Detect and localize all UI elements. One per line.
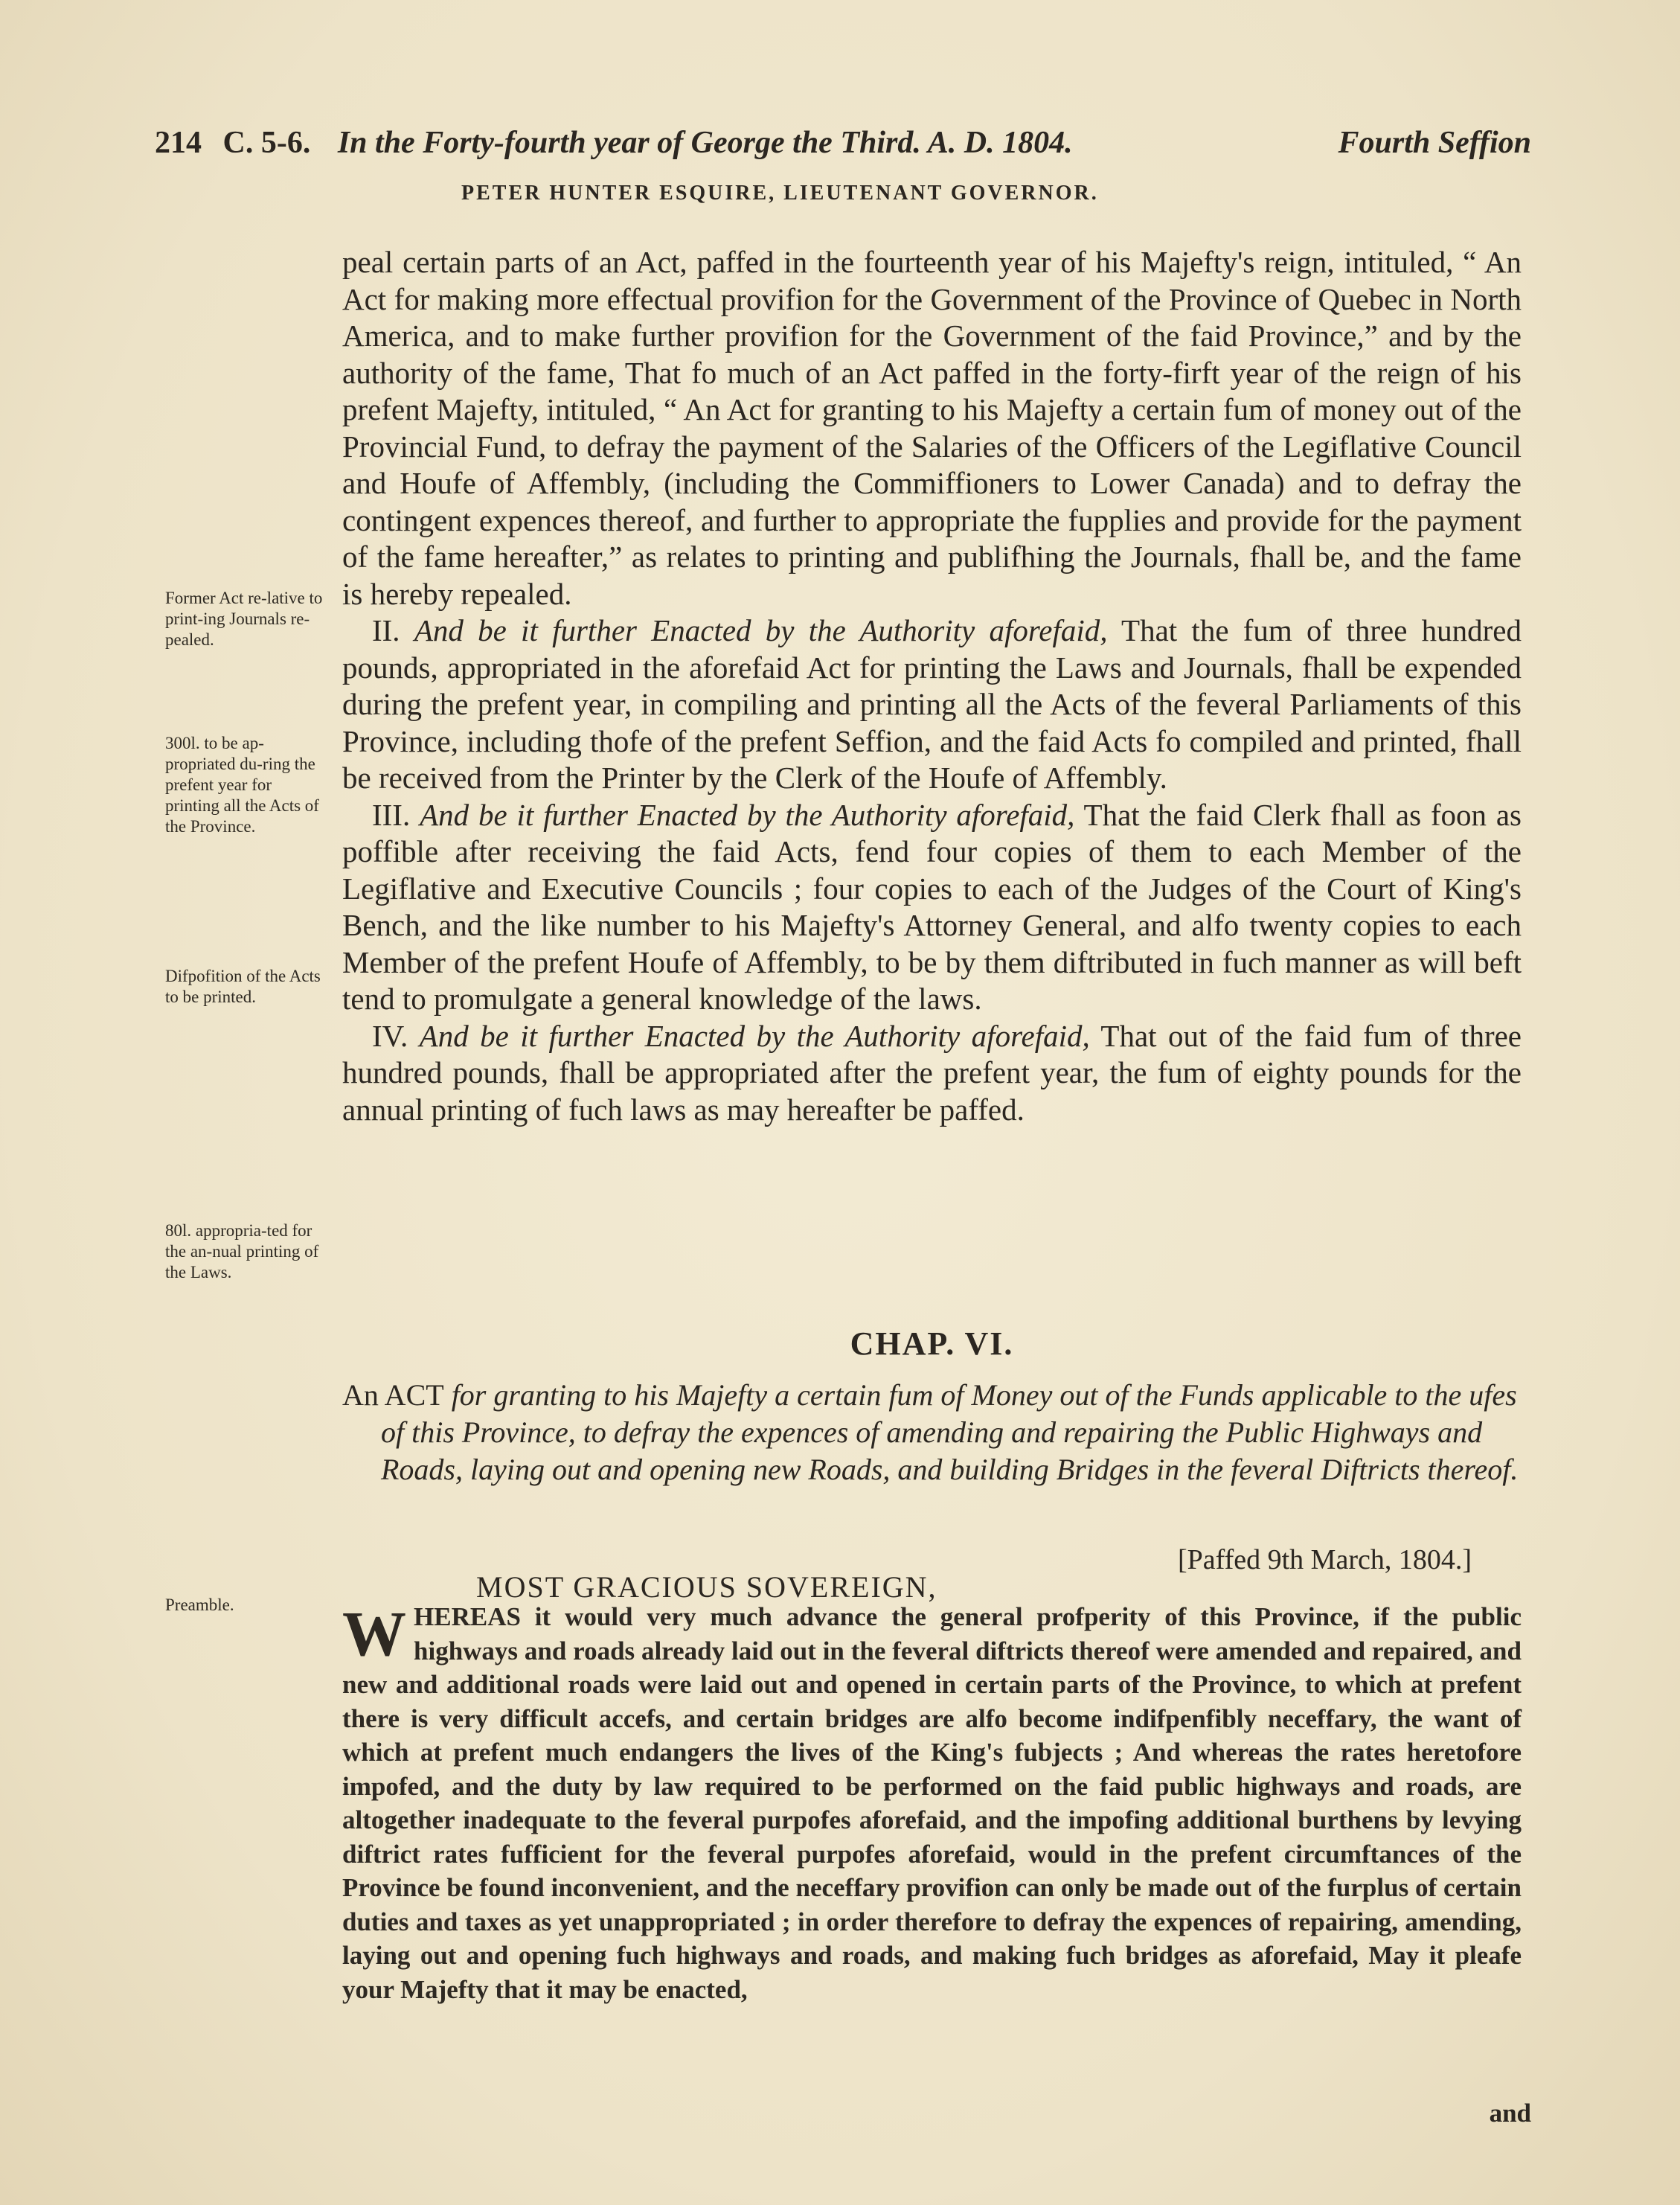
- session-label: Fourth Seffion: [1338, 126, 1531, 160]
- act-title-text: for granting to his Majefty a certain fum of Money out of the Funds applicable to the ufes of this Province, to defray the expences of amending and repairing the Public Highways and Roads, laying out and opening new Roads, and building Bridges in the feveral Diftricts thereof.: [381, 1378, 1519, 1486]
- act-title: [342, 1377, 1522, 1488]
- margin-note: Preamble.: [165, 1596, 234, 1614]
- governor-subheader: PETER HUNTER ESQUIRE, LIEUTENANT GOVERNOR.: [461, 182, 1099, 205]
- chapter-reference: C. 5-6.: [222, 126, 311, 160]
- paragraph-2: [342, 612, 1522, 797]
- paragraph-3: [342, 797, 1522, 1018]
- section-number: III.: [372, 797, 411, 832]
- drop-cap: W: [342, 1598, 406, 1669]
- section-number: IV.: [372, 1018, 408, 1053]
- catchword: and: [1489, 2099, 1531, 2128]
- margin-note: Difpofition of the Acts to be printed.: [165, 967, 321, 1006]
- header-title: In the Forty-fourth year of George the Third. A. D. 1804.: [337, 126, 1073, 160]
- chapter-heading: CHAP. VI.: [850, 1325, 1014, 1362]
- section-text: That out of the faid fum of three hundred pounds, fhall be appropriated after the prefent year, the fum of eighty pounds for the annual printing of fuch laws as may hereafter be paffed.: [342, 1018, 1522, 1127]
- preamble-body: HEREAS it would very much advance the general profperity of this Province, if the public highways and roads already laid out in the feveral diftricts thereof were amended and repaired, and new and additional roads were laid out and opened in certain parts of the Province, to which at prefent there is very difficult accefs, and certain bridges are alfo become indifpenfibly neceffary, the want of which at prefent much endangers the lives of the King's fubjects ; And whereas the rates heretofore impofed, and the duty by law required to be performed on the faid public highways and roads, are altogether inadequate to the feveral purpofes aforefaid, and the impofing additional burthens by levying diftrict rates fufficient for the feveral purpofes aforefaid, would in the prefent circumftances of the Province be found inconvenient, and the neceffary provifion can only be made out of the furplus of certain duties and taxes as yet unappropriated ; in order therefore to defray the expences of repairing, amending, laying out and opening fuch highways and roads, and making fuch bridges as aforefaid, May it pleafe your Majefty that it may be enacted,: [342, 1602, 1522, 2004]
- section-text: That the faid Clerk fhall as foon as poffible after receiving the faid Acts, fend four copies of them to each Member of the Legiflative and Executive Councils ; four copies to each of the Judges of the Court of King's Bench, and the like number to his Majefty's Attorney General, and alfo twenty copies to each Member of the prefent Houfe of Affembly, to be by them diftributed in fuch manner as will beft tend to promulgate a general knowledge of the laws.: [342, 797, 1522, 1016]
- passed-date: [Paffed 9th March, 1804.]: [1177, 1544, 1472, 1575]
- paragraph-4: [342, 1018, 1522, 1129]
- body-text: [342, 244, 1522, 1128]
- page-number: 214: [155, 126, 202, 160]
- margin-note: 80l. appropria-ted for the an-nual printing of the Laws.: [165, 1221, 319, 1281]
- act-lead: An ACT: [342, 1378, 444, 1412]
- enacting-clause: And be it further Enacted by the Authority aforefaid,: [420, 797, 1075, 832]
- preamble-text: [342, 1600, 1522, 2006]
- enacting-clause: And be it further Enacted by the Authority aforefaid,: [419, 1018, 1090, 1053]
- salutation: MOST GRACIOUS SOVEREIGN,: [476, 1570, 937, 1604]
- section-number: II.: [372, 613, 400, 647]
- running-header: [155, 121, 1531, 165]
- section-text: That the fum of three hundred pounds, appropriated in the aforefaid Act for printing the Laws and Journals, fhall be expended during the prefent year, in compiling and printing all the Acts of the feveral Parliaments of this Province, including thofe of the prefent Seffion, and the faid Acts fo compiled and printed, fhall be received from the Printer by the Clerk of the Houfe of Affembly.: [342, 613, 1522, 795]
- enacting-clause: And be it further Enacted by the Authority aforefaid,: [414, 613, 1108, 647]
- margin-note: Former Act re-lative to print-ing Journals re-pealed.: [165, 589, 323, 649]
- paragraph-1: peal certain parts of an Act, paffed in the fourteenth year of his Majefty's reign, intituled, “ An Act for making more effectual provifion for the Government of the Province of Quebec in North America, and to make further provifion for the Government of the faid Province,” and by the authority of the fame, That fo much of an Act paffed in the forty-firft year of the reign of his prefent Majefty, intituled, “ An Act for granting to his Majefty a certain fum of money out of the Provincial Fund, to defray the payment of the Salaries of the Officers of the Legiflative Council and Houfe of Affembly, (including the Commiffioners to Lower Canada) and to defray the contingent expences thereof, and further to appropriate the fupplies and provide for the payment of the fame hereafter,” as relates to printing and publifhing the Journals, fhall be, and the fame is hereby repealed.: [342, 245, 1522, 611]
- margin-note: 300l. to be ap-propriated du-ring the prefent year for printing all the Acts of the Province.: [165, 734, 319, 836]
